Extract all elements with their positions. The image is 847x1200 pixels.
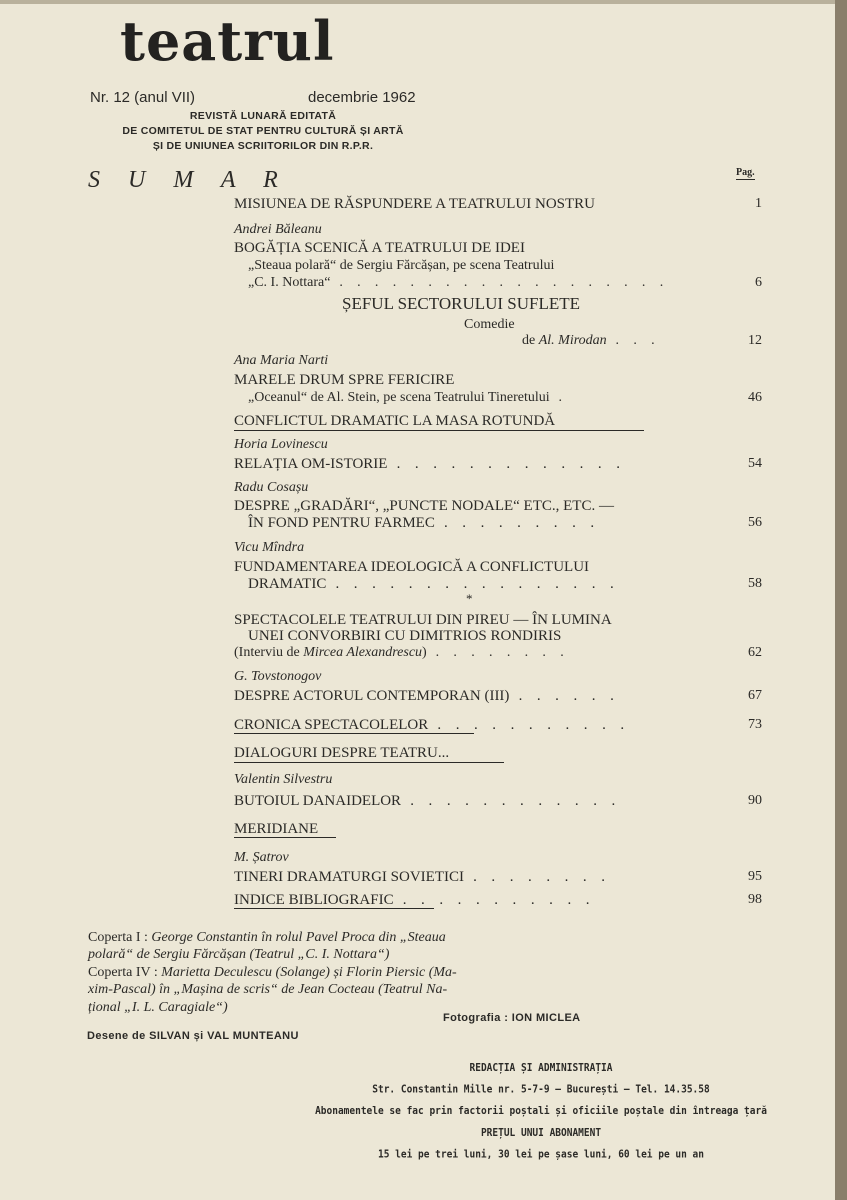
imprint-line: Abonamentele se fac prin factorii poștali și oficiile poștale din întreaga țară (315, 1105, 767, 1118)
toc-page-number: 67 (748, 688, 762, 703)
issue-line (90, 89, 430, 106)
toc-page-number: 46 (748, 390, 762, 405)
section-underline (234, 430, 644, 431)
toc-author: Radu Cosașu (234, 480, 309, 495)
section-underline (234, 908, 434, 909)
toc-page-number: 90 (748, 793, 762, 808)
page-edge-right (835, 0, 847, 1200)
page-column-header: Pag. (736, 167, 755, 178)
credit-line: polară“ de Sergiu Fărcășan (Teatrul „C. I. Nottara“) (88, 947, 390, 963)
toc-page-number: 62 (748, 645, 762, 660)
section-underline (234, 762, 504, 763)
toc-author: Ana Maria Narti (234, 353, 329, 368)
toc-entry-title[interactable]: MISIUNEA DE RĂSPUNDERE A TEATRULUI NOSTRU (234, 196, 595, 212)
toc-page-number: 73 (748, 717, 762, 732)
toc-entry-subtitle: „C. I. Nottara“ . . . . . . . . . . . . . . . . . . . (248, 275, 669, 290)
publisher-line: DE COMITETUL DE STAT PENTRU CULTURĂ ȘI ARTĂ (122, 125, 404, 137)
credit-line: Coperta IV : Marietta Deculescu (Solange) și Florin Piersic (Ma- (88, 964, 457, 980)
toc-page-number: 6 (755, 275, 762, 290)
toc-entry-title[interactable]: FUNDAMENTAREA IDEOLOGICĂ A CONFLICTULUI (234, 559, 590, 575)
issue-number: Nr. 12 (anul VII) (90, 89, 196, 106)
toc-page-number: 98 (748, 892, 762, 907)
toc-author: Valentin Silvestru (234, 772, 333, 787)
toc-entry-title[interactable]: DESPRE „GRADĂRI“, „PUNCTE NODALE“ ETC., ETC. — (234, 498, 614, 514)
toc-page-number: 1 (755, 196, 762, 211)
toc-entry-author-line: de Al. Mirodan . . . (522, 333, 661, 348)
imprint-block (286, 1058, 796, 1166)
toc-section-heading[interactable]: DIALOGURI DESPRE TEATRU... (234, 745, 450, 761)
toc-author: Vicu Mîndra (234, 540, 305, 555)
imprint-line: 15 lei pe trei luni, 30 lei pe șase luni, 60 lei pe un an (377, 1148, 704, 1161)
publisher-line: REVISTĂ LUNARĂ EDITATĂ (189, 110, 337, 122)
section-underline (234, 837, 336, 838)
toc-page-number: 58 (748, 576, 762, 591)
toc-section-heading[interactable]: INDICE BIBLIOGRAFIC . . . . . . . . . . . (234, 892, 595, 908)
toc-entry-title[interactable]: MARELE DRUM SPRE FERICIRE (234, 372, 455, 388)
toc-entry-title[interactable]: RELAȚIA OM-ISTORIE . . . . . . . . . . . . . (234, 456, 626, 472)
toc-entry-title-cont[interactable]: UNEI CONVORBIRI CU DIMITRIOS RONDIRIS (248, 628, 562, 644)
section-underline (234, 733, 474, 734)
drawings-credit: Desene de SILVAN și VAL MUNTEANU (87, 1030, 299, 1042)
toc-entry-title[interactable]: DESPRE ACTORUL CONTEMPORAN (III) . . . . . . (234, 688, 620, 704)
imprint-line: PREȚUL UNUI ABONAMENT (480, 1127, 602, 1139)
toc-entry-subtitle: Comedie (464, 317, 515, 332)
toc-entry-title[interactable]: ȘEFUL SECTORULUI SUFLETE (342, 294, 581, 313)
publisher-line: ȘI DE UNIUNEA SCRIITORILOR DIN R.P.R. (152, 140, 374, 152)
toc-section-heading[interactable]: CONFLICTUL DRAMATIC LA MASA ROTUNDĂ (234, 413, 556, 429)
section-separator-star: * (466, 591, 473, 606)
toc-entry-title-cont[interactable]: DRAMATIC . . . . . . . . . . . . . . . . (248, 576, 620, 592)
photo-credit: Fotografia : ION MICLEA (443, 1012, 581, 1024)
toc-entry-title-cont[interactable]: ÎN FOND PENTRU FARMEC . . . . . . . . . (248, 515, 600, 531)
credit-line: țional „I. L. Caragiale“) (88, 999, 228, 1015)
issue-date: decembrie 1962 (308, 89, 416, 106)
toc-author: Andrei Băleanu (234, 222, 322, 237)
publisher-block (88, 109, 438, 154)
toc-entry-title[interactable]: SPECTACOLELE TEATRULUI DIN PIREU — ÎN LUMINA (234, 612, 612, 628)
cover-credits (88, 929, 628, 1016)
toc-author: G. Tovstonogov (234, 669, 322, 684)
masthead-logo: teatrul (120, 9, 335, 73)
toc-entry-subtitle: (Interviu de Mircea Alexandrescu) . . . . . . . . (234, 645, 570, 660)
credit-line: xim-Pascal) în „Mașina de scris“ de Jean Cocteau (Teatrul Na- (88, 982, 448, 998)
toc-page-number: 56 (748, 515, 762, 530)
toc-entry-subtitle: „Steaua polară“ de Sergiu Fărcășan, pe scena Teatrului (248, 258, 555, 273)
toc-author: Horia Lovinescu (234, 437, 328, 452)
toc-section-heading[interactable]: MERIDIANE (234, 821, 319, 837)
imprint-line: Str. Constantin Mille nr. 5-7-9 – București – Tel. 14.35.58 (372, 1083, 710, 1096)
toc-page-number: 12 (748, 333, 762, 348)
toc-entry-subtitle: „Oceanul“ de Al. Stein, pe scena Teatrului Tineretului . (248, 390, 568, 405)
page-edge-top (0, 0, 847, 4)
toc-section-heading[interactable]: CRONICA SPECTACOLELOR . . . . . . . . . . . (234, 717, 630, 733)
toc-page-number: 95 (748, 869, 762, 884)
toc-entry-title[interactable]: BUTOIUL DANAIDELOR . . . . . . . . . . . . (234, 793, 621, 809)
credit-line: Coperta I : George Constantin în rolul Pavel Proca din „Steaua (88, 930, 446, 945)
imprint-line: REDACȚIA ȘI ADMINISTRAȚIA (469, 1062, 613, 1075)
toc-author: M. Șatrov (234, 850, 289, 865)
toc-title: S U M A R (88, 167, 289, 193)
toc-entry-title[interactable]: BOGĂȚIA SCENICĂ A TEATRULUI DE IDEI (234, 240, 525, 256)
toc-entry-title[interactable]: TINERI DRAMATURGI SOVIETICI . . . . . . . . (234, 869, 611, 885)
toc-page-number: 54 (748, 456, 762, 471)
